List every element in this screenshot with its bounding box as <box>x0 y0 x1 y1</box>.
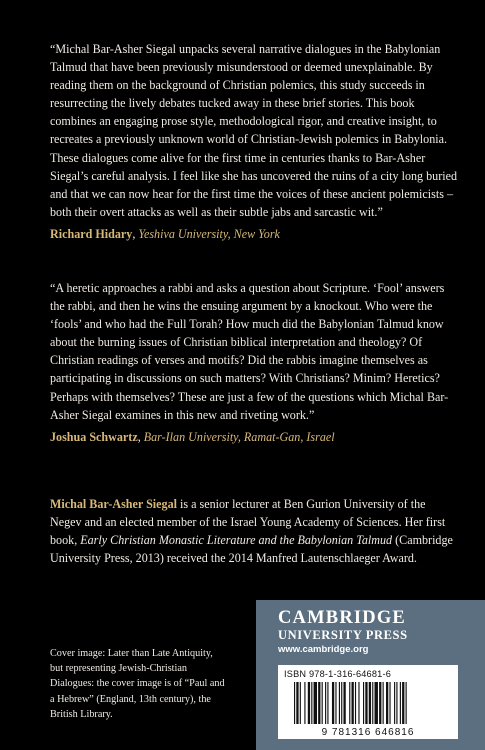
barcode-bar <box>343 682 345 724</box>
endorsement-1 <box>50 40 460 243</box>
endorsement-quote: “Michal Bar-Asher Siegal unpacks several narrative dialogues in the Babylonian Talmud that have been previously misunderstood or deemed unexplainable. By reading them on the background of Christian polemics, this study succeeds in resurrecting the lively debates tucked away in these brief stories. This book combines an engaging prose style, methodological rigor, and creative insight, to recreates a previously unknown world of Christian-Jewish polemics in Babylonia. These dialogues come alive for the first time in centuries thanks to Bar-Asher Siegal’s careful analysis. I feel like she has uncovered the ruins of a city long buried and that we can now hear for the first time the voices of these ancient polemicists – both their overt attacks as well as their subtle jabs and sarcastic wit.” <box>50 42 458 219</box>
barcode-bar <box>402 682 404 724</box>
publisher-block <box>256 600 485 750</box>
barcode-graphic <box>278 665 458 739</box>
barcode-bar <box>375 682 378 724</box>
endorsement-quote: “A heretic approaches a rabbi and asks a question about Scripture. ‘Fool’ answers the rabbi, and then he wins the ensuing argument by a knockout. Who were the ‘fools’ and who had the Full Torah? How much did the Babylonian Talmud know about the burning issues of Christian biblical interpretation and theology? Of Christian readings of verses and motifs? Did the rabbis imagine themselves as participating in discussions on such matters? With Christians? Minim? Heretics? Perhaps with themselves? These are just a few of the questions which Michal Bar-Asher Siegal examines in this new and riveting work.” <box>50 281 449 422</box>
endorser-name: Joshua Schwartz <box>50 429 138 444</box>
endorsement-attribution: Joshua Schwartz, Bar-Ilan University, Ramat-Gan, Israel <box>50 429 335 444</box>
barcode-bar <box>304 682 305 724</box>
barcode-digits: 9 781316 646816 <box>321 727 415 738</box>
barcode-bar <box>369 682 371 724</box>
endorser-affiliation: Yeshiva University, New York <box>138 226 280 241</box>
barcode-bar <box>352 682 354 724</box>
barcode-bar <box>386 682 388 724</box>
barcode-bar <box>379 682 381 724</box>
barcode-bar <box>341 682 342 724</box>
barcode-bar <box>325 682 326 724</box>
barcode-bar <box>355 682 356 724</box>
barcode-bar <box>358 682 359 724</box>
bio-book-title: Early Christian Monastic Literature and the Babylonian Talmud <box>80 533 393 548</box>
barcode-bar <box>335 682 336 724</box>
publisher-name: CAMBRIDGE <box>278 608 406 628</box>
endorsement-2 <box>50 279 460 446</box>
endorsement-attribution: Richard Hidary, Yeshiva University, New York <box>50 226 280 241</box>
bio-text-2: (Cambridge University Press, 2013) received the 2014 Manfred Lautenschlaeger Award. <box>50 533 453 566</box>
endorser-affiliation: Bar-Ilan University, Ramat-Gan, Israel <box>143 429 335 444</box>
isbn-label: ISBN 978-1-316-64681-6 <box>284 669 392 679</box>
barcode-bar <box>372 682 373 724</box>
author-bio <box>50 495 460 567</box>
barcode-bar <box>400 682 401 724</box>
barcode-bar <box>383 682 384 724</box>
bio-author-name: Michal Bar-Asher Siegal <box>50 497 177 511</box>
barcode-bar <box>396 682 397 724</box>
barcode-bar <box>294 682 295 724</box>
barcode-bar <box>300 682 301 724</box>
barcode-bar <box>327 682 328 724</box>
barcode-bar <box>332 682 334 724</box>
barcode-bar <box>365 682 367 724</box>
barcode-bar <box>389 682 390 724</box>
barcode-bar <box>314 682 317 724</box>
barcode-bars <box>294 682 407 724</box>
barcode-card <box>278 665 458 739</box>
barcode-bar <box>339 682 340 724</box>
barcode-bar <box>406 682 407 724</box>
barcode-bar <box>349 682 350 724</box>
publisher-subname: UNIVERSITY PRESS <box>278 628 408 642</box>
endorser-name: Richard Hidary <box>50 226 133 241</box>
barcode-bar <box>308 682 310 724</box>
barcode-bar <box>394 682 395 724</box>
barcode-bar <box>296 682 298 724</box>
barcode-bar <box>322 682 323 724</box>
barcode-bar <box>311 682 312 724</box>
barcode-bar <box>318 682 320 724</box>
bio-text-1: is a senior lecturer at Ben Gurion University of the Negev and an elected member of the Israel Young Academy of Sciences. Her first book, <box>50 497 446 548</box>
publisher-url: www.cambridge.org <box>278 644 369 655</box>
barcode-bar <box>363 682 364 724</box>
cover-image-credit: Cover image: Later than Late Antiquity, but representing Jewish-Christian Dialogues: the cover image is of “Paul and a Hebrew” (England, 13th century), the British Library. <box>50 648 225 720</box>
